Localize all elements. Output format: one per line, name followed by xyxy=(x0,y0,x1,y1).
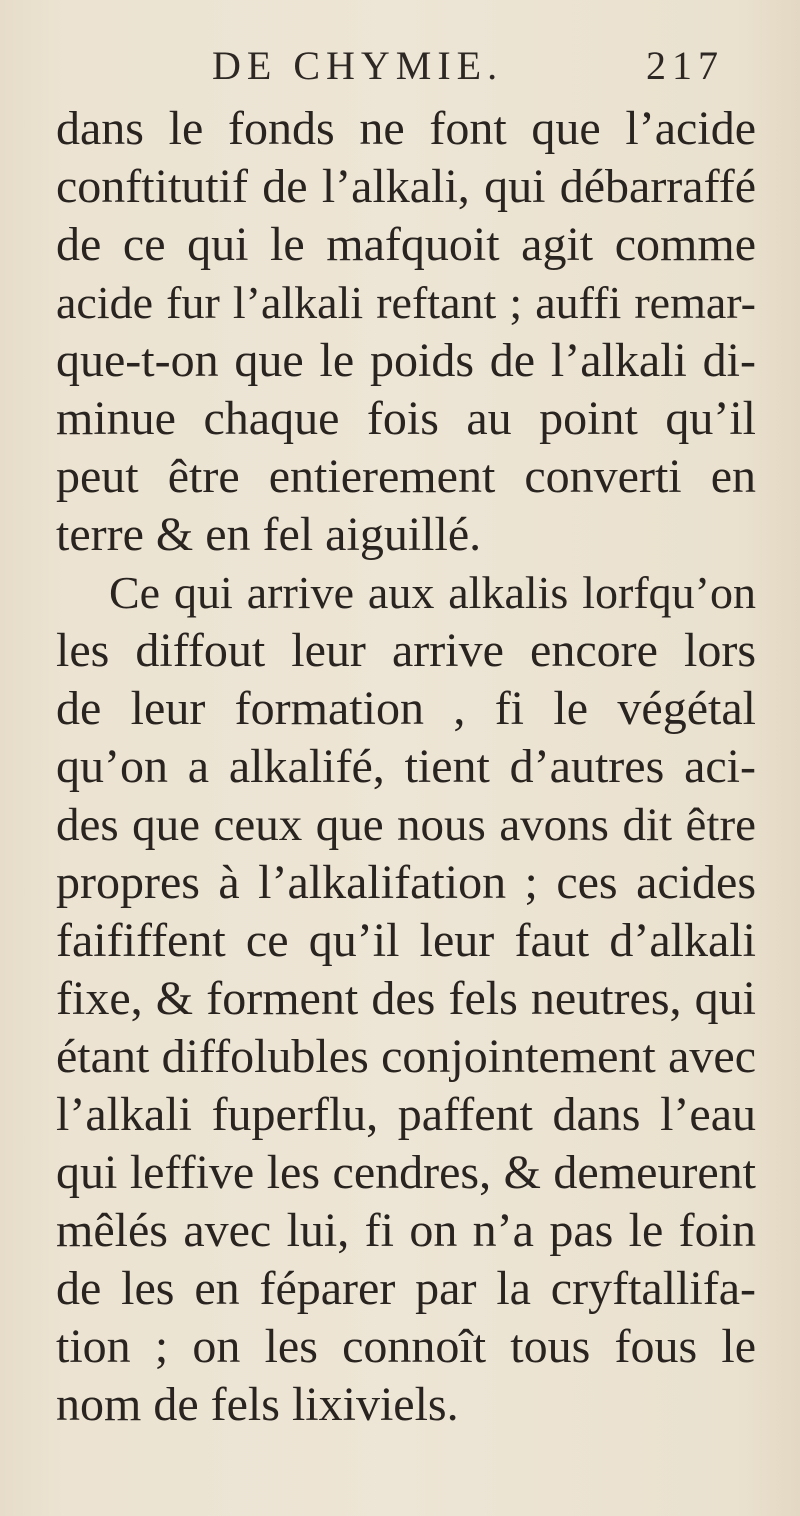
text-line: qu’on a alkalifé, tient d’autres aci- xyxy=(56,740,756,793)
text-line: acide fur l’alkali reftant ; auffi remar- xyxy=(56,277,756,328)
text-line: des que ceux que nous avons dit être xyxy=(56,799,756,851)
text-line: de ce qui le mafquoit agit comme xyxy=(56,218,756,271)
body-text xyxy=(56,100,756,1434)
text-line: dans le fonds ne font que l’acide xyxy=(56,102,756,155)
running-head xyxy=(0,42,800,102)
page-number: 217 xyxy=(646,43,724,88)
text-line: fixe, & forment des fels neutres, qui xyxy=(56,972,756,1025)
text-line: de leur formation , fi le végétal xyxy=(56,682,756,735)
text-line: l’alkali fuperflu, paffent dans l’eau xyxy=(56,1088,756,1141)
text-line-paragraph-start: Ce qui arrive aux alkalis lorfqu’on xyxy=(109,567,756,618)
text-line: conftitutif de l’alkali, qui débarraffé xyxy=(56,160,756,213)
text-line: propres à l’alkalifation ; ces acides xyxy=(56,856,756,909)
text-line: les diffout leur arrive encore lors xyxy=(56,624,756,677)
text-line: de les en féparer par la cryftallifa- xyxy=(56,1262,756,1315)
text-line: étant diffolubles conjointement avec xyxy=(56,1030,756,1083)
text-line: mêlés avec lui, fi on n’a pas le foin xyxy=(56,1204,756,1257)
text-line: qui leffive les cendres, & demeurent xyxy=(56,1146,756,1199)
text-line: tion ; on les connoît tous fous le xyxy=(56,1320,756,1373)
text-line: faififfent ce qu’il leur faut d’alkali xyxy=(56,914,756,967)
text-line-paragraph-end: terre & en fel aiguillé. xyxy=(56,508,482,561)
text-line-paragraph-end: nom de fels lixiviels. xyxy=(56,1378,459,1431)
text-line: peut être entierement converti en xyxy=(56,450,756,503)
text-line: que-t-on que le poids de l’alkali di- xyxy=(56,334,756,387)
running-head-title: DE CHYMIE. xyxy=(212,43,504,88)
text-line: minue chaque fois au point qu’il xyxy=(56,392,756,445)
